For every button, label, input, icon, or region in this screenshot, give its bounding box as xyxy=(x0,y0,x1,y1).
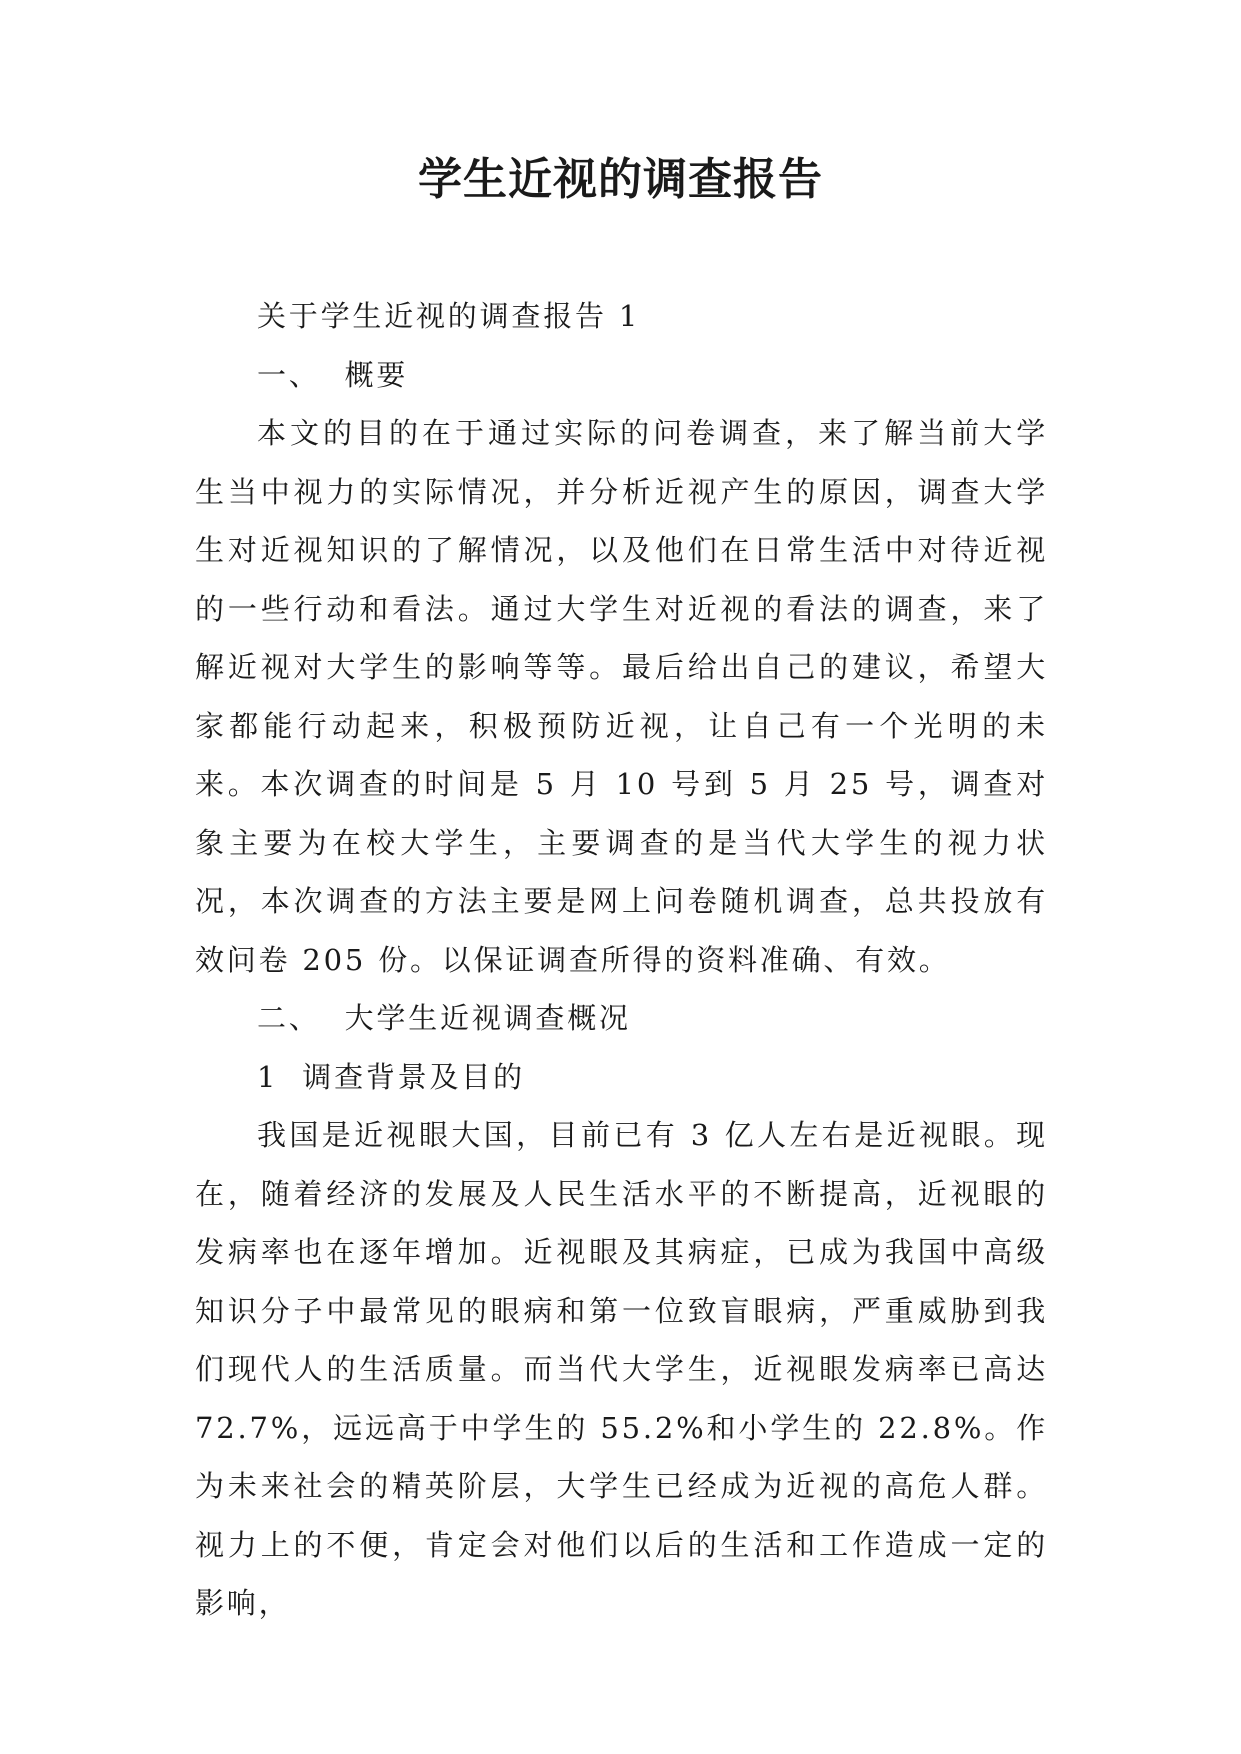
document-title: 学生近视的调查报告 xyxy=(418,154,823,205)
section-1-paragraph: 本文的目的在于通过实际的问卷调查，来了解当前大学生当中视力的实际情况，并分析近视产生的原因，调查大学生对近视知识的了解情况，以及他们在日常生活中对待近视的一些行动和看法。通过大学生对近视的看法的调查，来了解近视对大学生的影响等等。最后给出自己的建议，希望大家都能行动起来，积极预防近视，让自己有一个光明的未来。本次调查的时间是 5 月 10 号到 5 月 25 号，调查对象主要为在校大学生，主要调查的是当代大学生的视力状况，本次调查的方法主要是网上问卷随机调查，总共投放有效问卷 205 份。以保证调查所得的资料准确、有效。 xyxy=(195,416,1048,977)
section-2-subheading: 1 调查背景及目的 xyxy=(257,1059,525,1094)
section-1-heading: 一、 概要 xyxy=(257,357,409,392)
report-subtitle: 关于学生近视的调查报告 1 xyxy=(257,299,641,333)
section-2-heading: 二、 大学生近视调查概况 xyxy=(257,1001,631,1035)
section-2-paragraph: 我国是近视眼大国，目前已有 3 亿人左右是近视眼。现在，随着经济的发展及人民生活水平的不断提高，近视眼的发病率也在逐年增加。近视眼及其病症，已成为我国中高级知识分子中最常见的眼病和第一位致盲眼病，严重威胁到我们现代人的生活质量。而当代大学生，近视眼发病率已高达 72.7%，远远高于中学生的 55.2%和小学生的 22.8%。作为未来社会的精英阶层，大学生已经成为近视的高危人群。视力上的不便，肯定会对他们以后的生活和工作造成一定的影响， xyxy=(195,1118,1048,1620)
document-body xyxy=(195,287,1048,1633)
